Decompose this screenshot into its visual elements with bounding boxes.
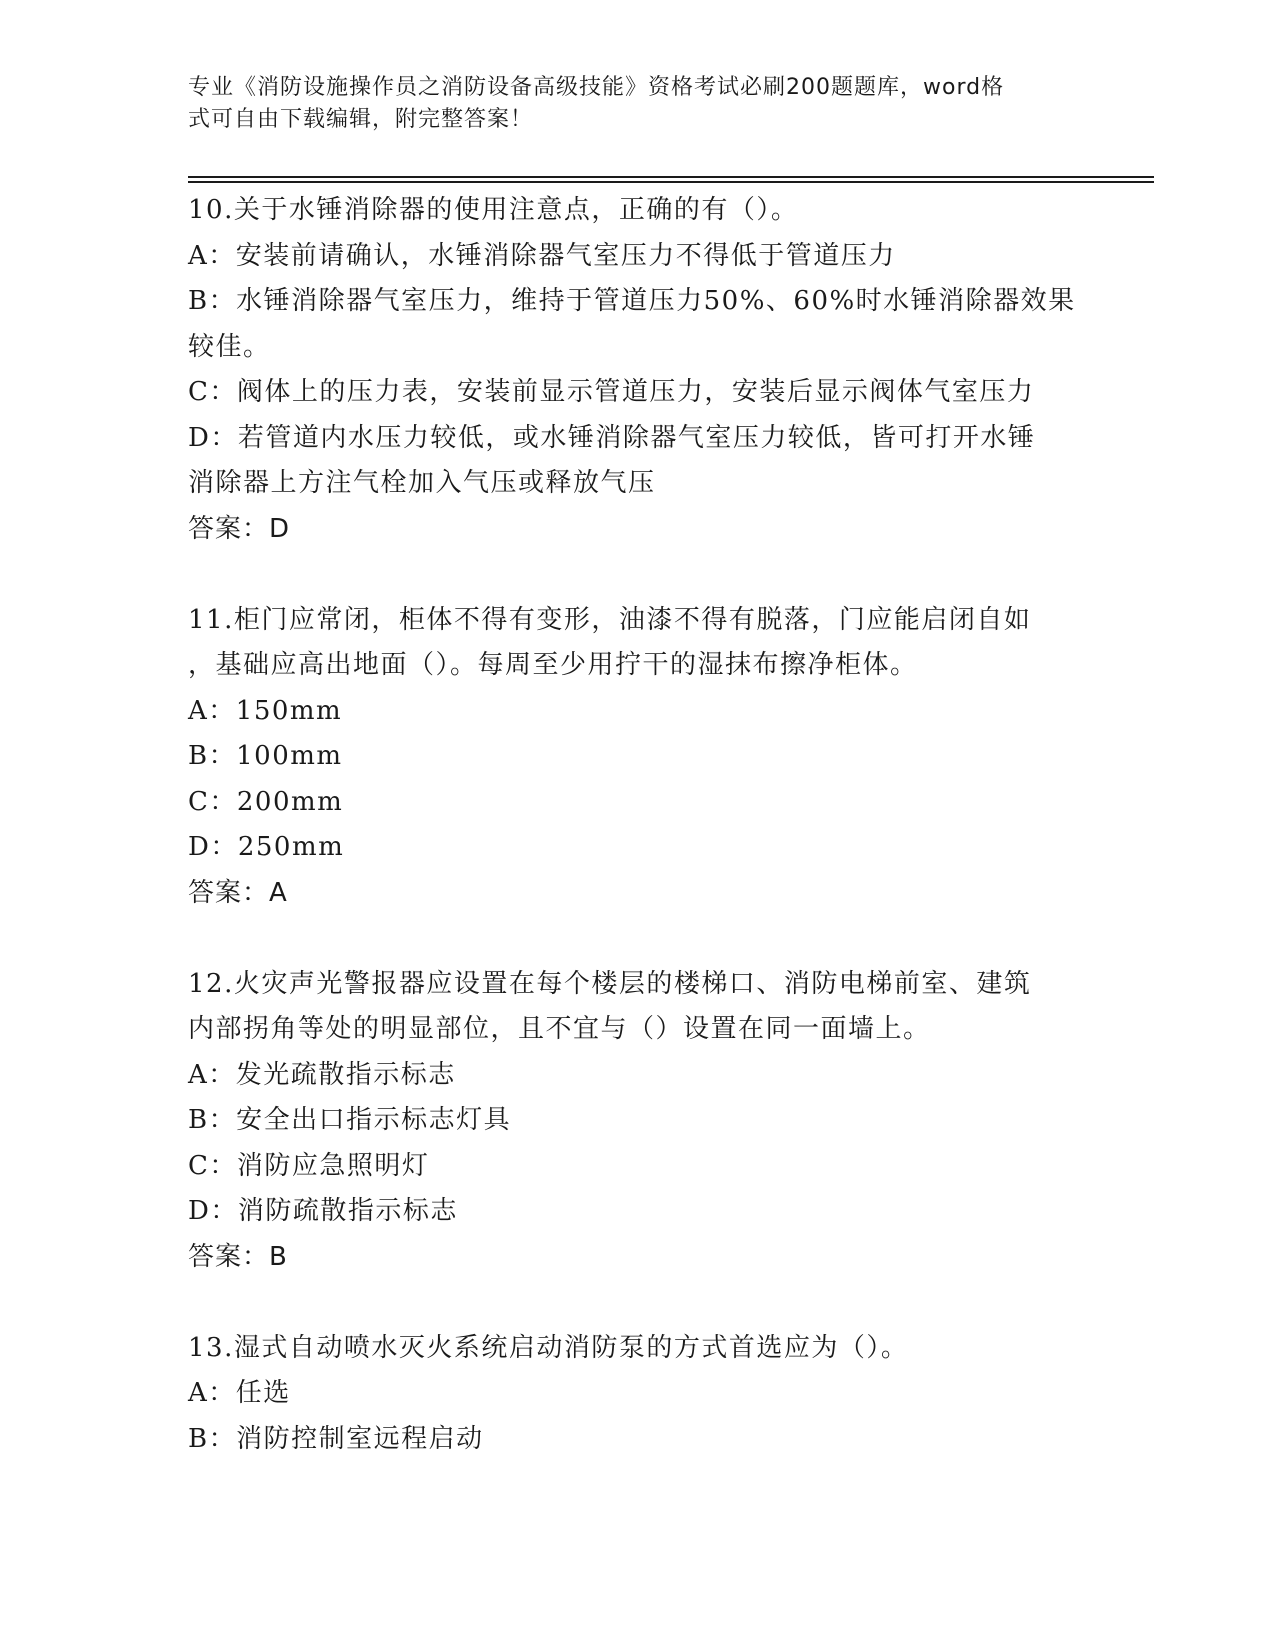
- option-b: B：安全出口指示标志灯具: [188, 1105, 512, 1135]
- question-11: [188, 598, 1088, 917]
- option-b: B：消防控制室远程启动: [188, 1423, 484, 1454]
- question-stem-continued: 内部拐角等处的明显部位，且不宜与（）设置在同一面墙上。: [188, 1014, 931, 1044]
- header-divider-top: [188, 176, 1154, 178]
- spacer: [188, 1280, 1088, 1326]
- question-list: [188, 188, 1088, 1462]
- question-stem: 12.火灾声光警报器应设置在每个楼层的楼梯口、消防电梯前室、建筑: [188, 968, 1032, 999]
- option-a: A：150mm: [188, 695, 343, 726]
- option-c: C：消防应急照明灯: [188, 1150, 430, 1181]
- header-line-2: 式可自由下载编辑，附完整答案！: [188, 107, 534, 132]
- question-stem: 11.柜门应常闭，柜体不得有变形，油漆不得有脱落，门应能启闭自如: [188, 604, 1032, 635]
- answer: 答案：D: [188, 513, 291, 544]
- option-a: A：任选: [188, 1378, 291, 1408]
- option-c: C：阀体上的压力表，安装前显示管道压力，安装后显示阀体气室压力: [188, 377, 1035, 407]
- question-10: [188, 188, 1088, 552]
- option-d: D：消防疏散指示标志: [188, 1196, 458, 1226]
- option-b-continued: 较佳。: [188, 331, 271, 362]
- spacer: [188, 916, 1088, 962]
- option-b: B：水锤消除器气室压力，维持于管道压力50%、60%时水锤消除器效果: [188, 286, 1076, 316]
- header-divider-bottom: [188, 181, 1154, 183]
- option-d-continued: 消除器上方注气栓加入气压或释放气压: [188, 468, 656, 498]
- option-d: D：若管道内水压力较低，或水锤消除器气室压力较低，皆可打开水锤: [188, 422, 1036, 453]
- header-line-1: 专业《消防设施操作员之消防设备高级技能》资格考试必刷200题题库，word格: [188, 75, 1005, 100]
- document-header: [188, 72, 1068, 136]
- option-a: A：发光疏散指示标志: [188, 1059, 456, 1090]
- question-12: [188, 962, 1088, 1281]
- spacer: [188, 552, 1088, 598]
- question-stem-continued: ，基础应高出地面（）。每周至少用拧干的湿抹布擦净柜体。: [188, 650, 918, 680]
- option-d: D：250mm: [188, 832, 345, 862]
- question-13: [188, 1326, 1088, 1463]
- option-a: A：安装前请确认，水锤消除器气室压力不得低于管道压力: [188, 240, 896, 271]
- answer: 答案：A: [188, 877, 288, 908]
- question-stem: 13.湿式自动喷水灭火系统启动消防泵的方式首选应为（）。: [188, 1332, 909, 1363]
- question-stem: 10.关于水锤消除器的使用注意点，正确的有（）。: [188, 195, 799, 225]
- option-b: B：100mm: [188, 741, 343, 771]
- option-c: C：200mm: [188, 786, 344, 817]
- answer: 答案：B: [188, 1241, 288, 1272]
